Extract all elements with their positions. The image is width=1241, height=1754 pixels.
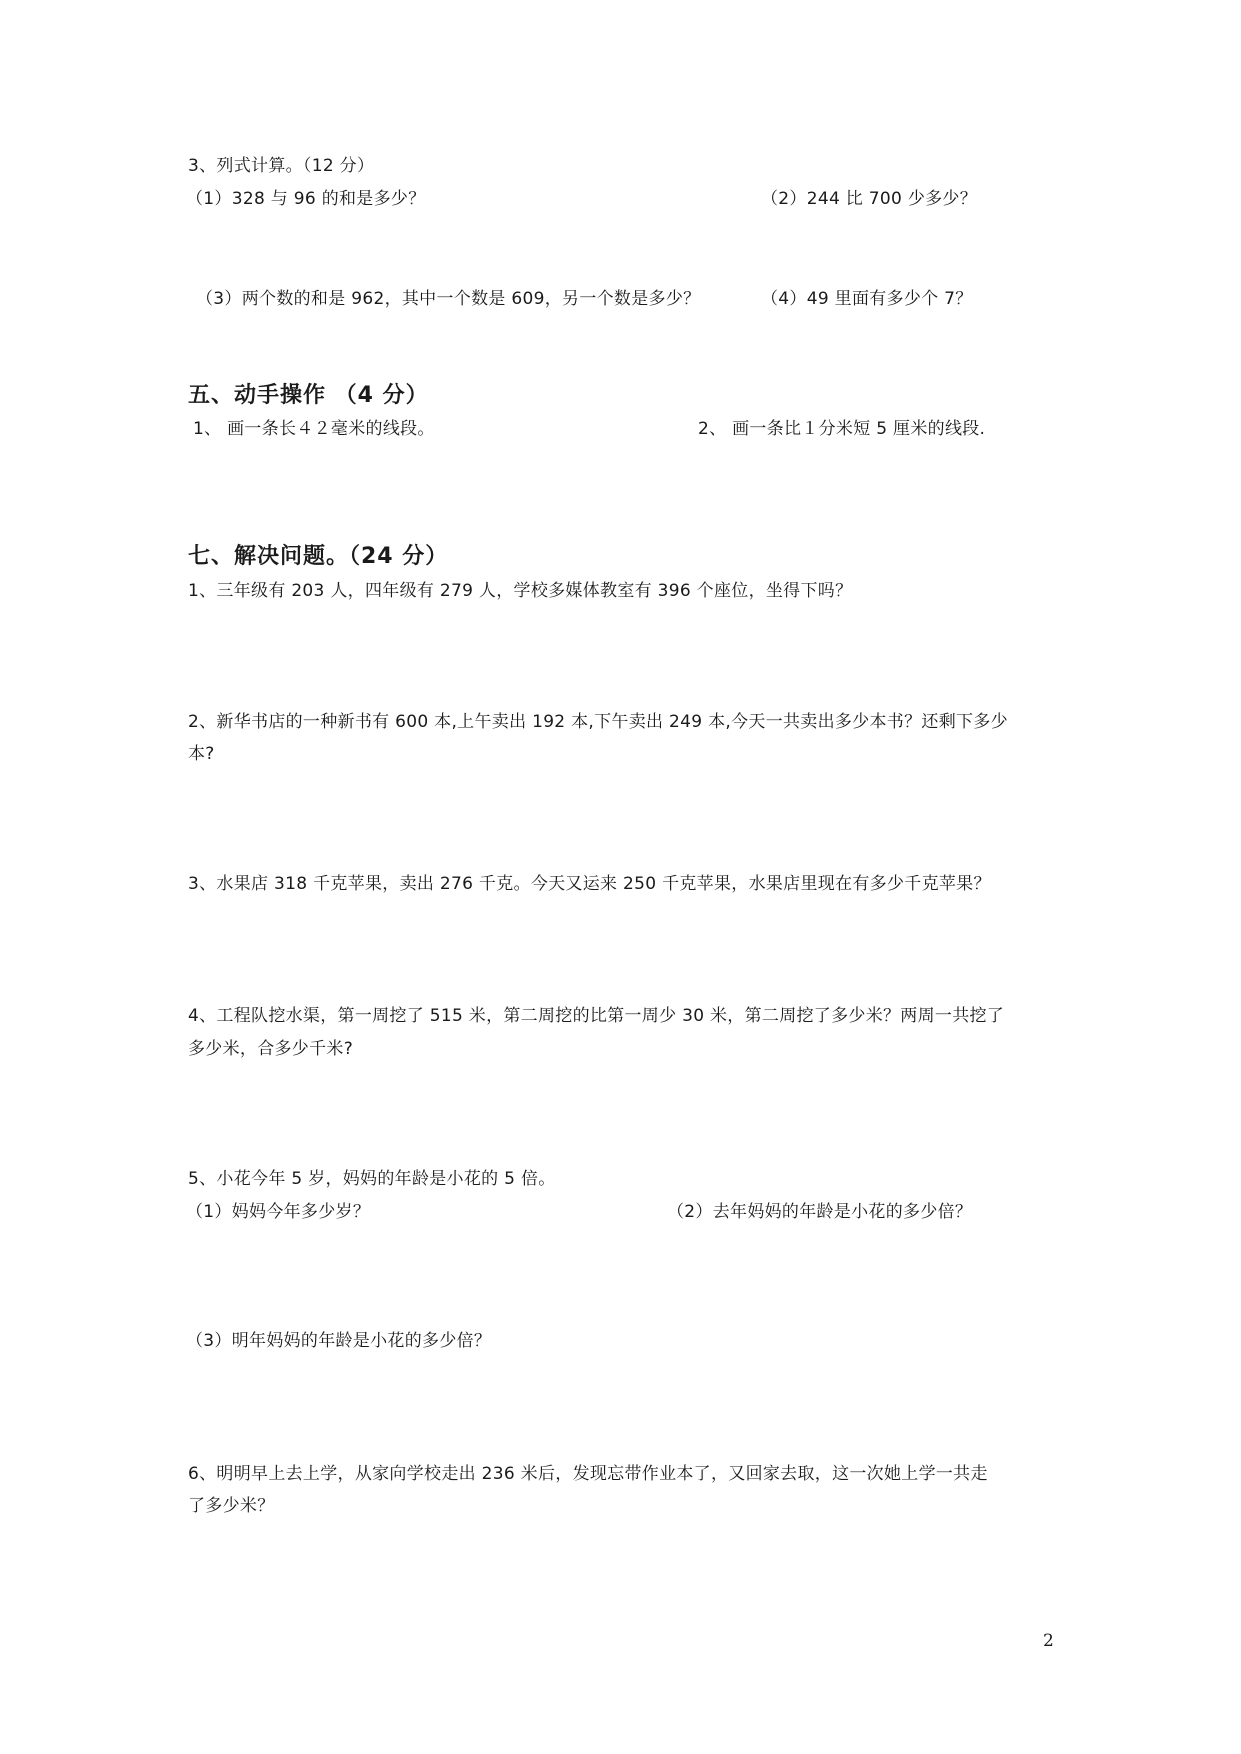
problem-1: 1、三年级有 203 人，四年级有 279 人，学校多媒体教室有 396 个座位，坐得下吗？ [188, 581, 853, 601]
problem-6-line-2: 了多少米？ [188, 1496, 275, 1516]
problem-4-line-1: 4、工程队挖水渠，第一周挖了 515 米，第二周挖的比第一周少 30 米，第二周挖了多少米？两周一共挖了 [188, 1006, 1005, 1026]
section3-question-2: （2）244 比 700 少多少？ [761, 189, 978, 209]
problem-3: 3、水果店 318 千克苹果，卖出 276 千克。今天又运来 250 千克苹果，水果店里现在有多少千克苹果？ [188, 874, 991, 894]
problem-2-line-1: 2、新华书店的一种新书有 600 本,上午卖出 192 本,下午卖出 249 本,今天一共卖出多少本书？还剩下多少 [188, 712, 1008, 732]
section3-question-3: （3）两个数的和是 962，其中一个数是 609，另一个数是多少？ [196, 289, 701, 309]
section3-question-4: （4）49 里面有多少个 7？ [761, 289, 973, 309]
problem-2-line-2: 本? [188, 744, 215, 764]
section3-title: 3、列式计算。（12 分） [188, 156, 375, 176]
problem-5-intro: 5、小花今年 5 岁，妈妈的年龄是小花的 5 倍。 [188, 1169, 556, 1189]
section5-item-2: 2、 画一条比１分米短 5 厘米的线段. [698, 419, 986, 439]
problem-5-question-3: （3）明年妈妈的年龄是小花的多少倍？ [186, 1331, 492, 1351]
section7-heading: 七、解决问题。（24 分） [188, 544, 449, 569]
problem-5-question-1: （1）妈妈今年多少岁？ [186, 1202, 371, 1222]
problem-5-question-2: （2）去年妈妈的年龄是小花的多少倍？ [667, 1202, 973, 1222]
section3-question-1: （1）328 与 96 的和是多少？ [186, 189, 426, 209]
section5-item-1: 1、 画一条长４２毫米的线段。 [193, 419, 435, 439]
problem-6-line-1: 6、明明早上去上学，从家向学校走出 236 米后，发现忘带作业本了，又回家去取，这一次她上学一共走 [188, 1464, 988, 1484]
section5-heading: 五、动手操作 （4 分） [188, 383, 429, 408]
problem-4-line-2: 多少米，合多少千米? [188, 1039, 354, 1059]
page-number: 2 [1043, 1631, 1054, 1651]
